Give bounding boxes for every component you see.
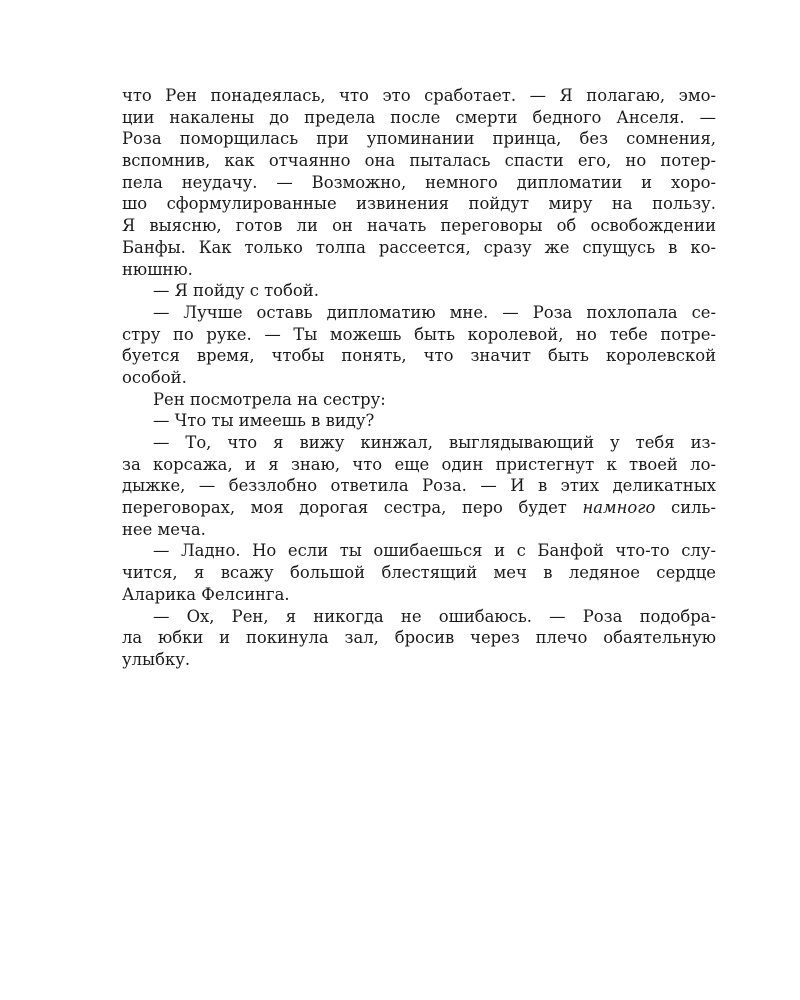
text-line <box>122 497 716 519</box>
text-line: за корсажа, и я знаю, что еще один пристегнут к твоей ло- <box>122 454 716 474</box>
book-text <box>122 85 716 671</box>
text-segment: переговорах, моя дорогая сестра, перо будет <box>122 498 567 518</box>
text-line: дыжке, — беззлобно ответила Роза. — И в этих деликатных <box>122 476 716 496</box>
text-line: шо сформулированные извинения пойдут миру на пользу. <box>122 194 716 214</box>
text-line: что Рен понадеялась, что это сработает. — Я полагаю, эмо- <box>122 86 716 105</box>
text-line: стру по руке. — Ты можешь быть королевой, но тебе потре- <box>122 324 716 344</box>
text-line: ции накалены до предела после смерти бедного Анселя. — <box>122 107 716 127</box>
text-line: — Ладно. Но если ты ошибаешься и с Банфой что-то слу- <box>153 541 716 561</box>
italic-word: намного <box>582 498 656 518</box>
text-line: — Что ты имеешь в виду? <box>153 411 375 431</box>
text-line: нюшню. <box>122 259 193 279</box>
text-line: нее меча. <box>122 519 206 539</box>
text-line: пела неудачу. — Возможно, немного дипломатии и хоро- <box>122 172 716 192</box>
text-line: — Ох, Рен, я никогда не ошибаюсь. — Роза подобра- <box>153 606 716 626</box>
text-line: буется время, чтобы понять, что значит быть королевской <box>122 346 716 366</box>
text-line: Аларика Фелсинга. <box>122 584 290 604</box>
text-line: вспомнив, как отчаянно она пыталась спасти его, но потер- <box>122 151 716 171</box>
text-line: — То, что я вижу кинжал, выглядывающий у тебя из- <box>153 433 716 452</box>
text-line: Я выясню, готов ли он начать переговоры об освобождении <box>122 216 716 236</box>
text-line: улыбку. <box>122 649 191 669</box>
text-segment: силь- <box>671 498 716 518</box>
text-line: Роза поморщилась при упоминании принца, без сомнения, <box>122 129 716 149</box>
text-line: ла юбки и покинула зал, бросив через плечо обаятельную <box>122 628 716 648</box>
text-line: Банфы. Как только толпа рассеется, сразу же спущусь в ко- <box>122 237 716 257</box>
text-line: — Лучше оставь дипломатию мне. — Роза похлопала се- <box>153 302 716 322</box>
text-line: особой. <box>122 367 187 387</box>
text-line: чится, я всажу большой блестящий меч в ледяное сердце <box>122 563 716 583</box>
text-line: — Я пойду с тобой. <box>153 281 319 301</box>
text-line: Рен посмотрела на сестру: <box>153 389 386 409</box>
